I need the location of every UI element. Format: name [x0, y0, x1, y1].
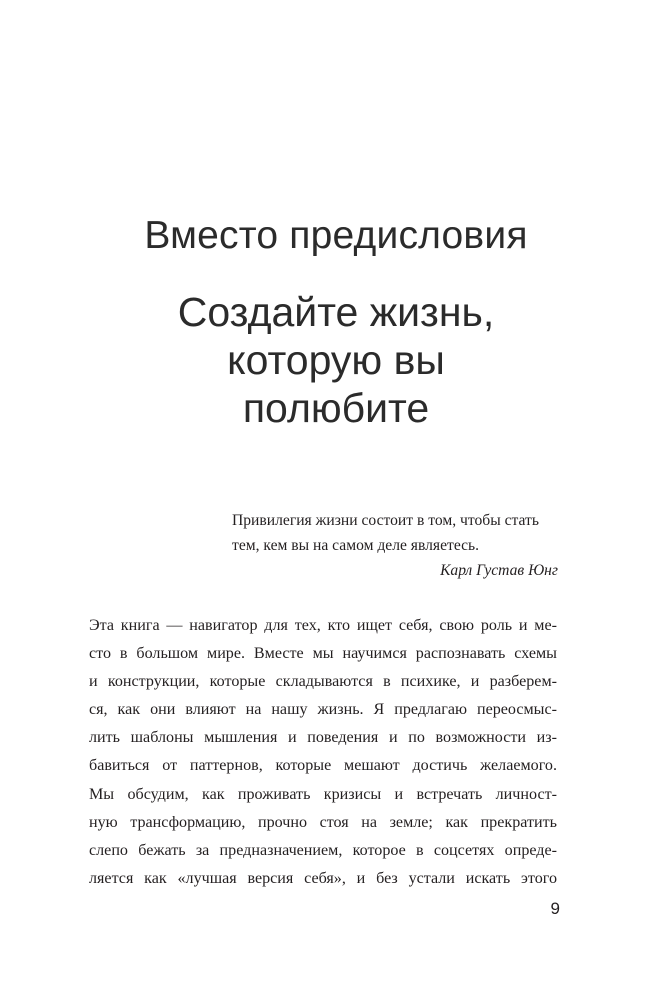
body-line: ся, как они влияют на нашу жизнь. Я предлагаю переосмыс-: [89, 701, 557, 719]
body-line: лить шаблоны мышления и поведения и по возможности из-: [89, 729, 557, 747]
body-line: Эта книга — навигатор для тех, кто ищет себя, свою роль и ме-: [89, 617, 557, 634]
epigraph-quote-line: тем, кем вы на самом деле являетесь.: [232, 537, 480, 554]
chapter-kicker: Вместо предисловия: [144, 214, 528, 257]
body-line: ную трансформацию, прочно стоя на земле; как прекратить: [89, 813, 557, 831]
chapter-title-line: полюбите: [242, 385, 430, 431]
epigraph-quote-line: Привилегия жизни состоит в том, чтобы стать: [232, 512, 539, 529]
body-line: сто в большом мире. Вместе мы научимся распознавать схемы: [89, 645, 557, 663]
epigraph: [232, 508, 558, 583]
chapter-title-line: которую вы: [227, 337, 445, 383]
body-line: бавиться от паттернов, которые мешают достичь желаемого.: [89, 757, 557, 775]
body-line: и конструкции, которые складываются в психике, и разберем-: [89, 673, 557, 691]
body-paragraph: [89, 612, 557, 893]
page-number: 9: [550, 899, 560, 918]
body-line: ляется как «лучшая версия себя», и без устали искать этого: [89, 869, 557, 887]
chapter-title: [0, 288, 672, 432]
body-line: слепо бежать за предназначением, которое в соцсетях опреде-: [89, 841, 557, 859]
chapter-title-line: Создайте жизнь,: [177, 289, 495, 335]
body-line: Мы обсудим, как проживать кризисы и встречать личност-: [89, 785, 557, 803]
epigraph-author: Карл Густав Юнг: [440, 562, 558, 579]
